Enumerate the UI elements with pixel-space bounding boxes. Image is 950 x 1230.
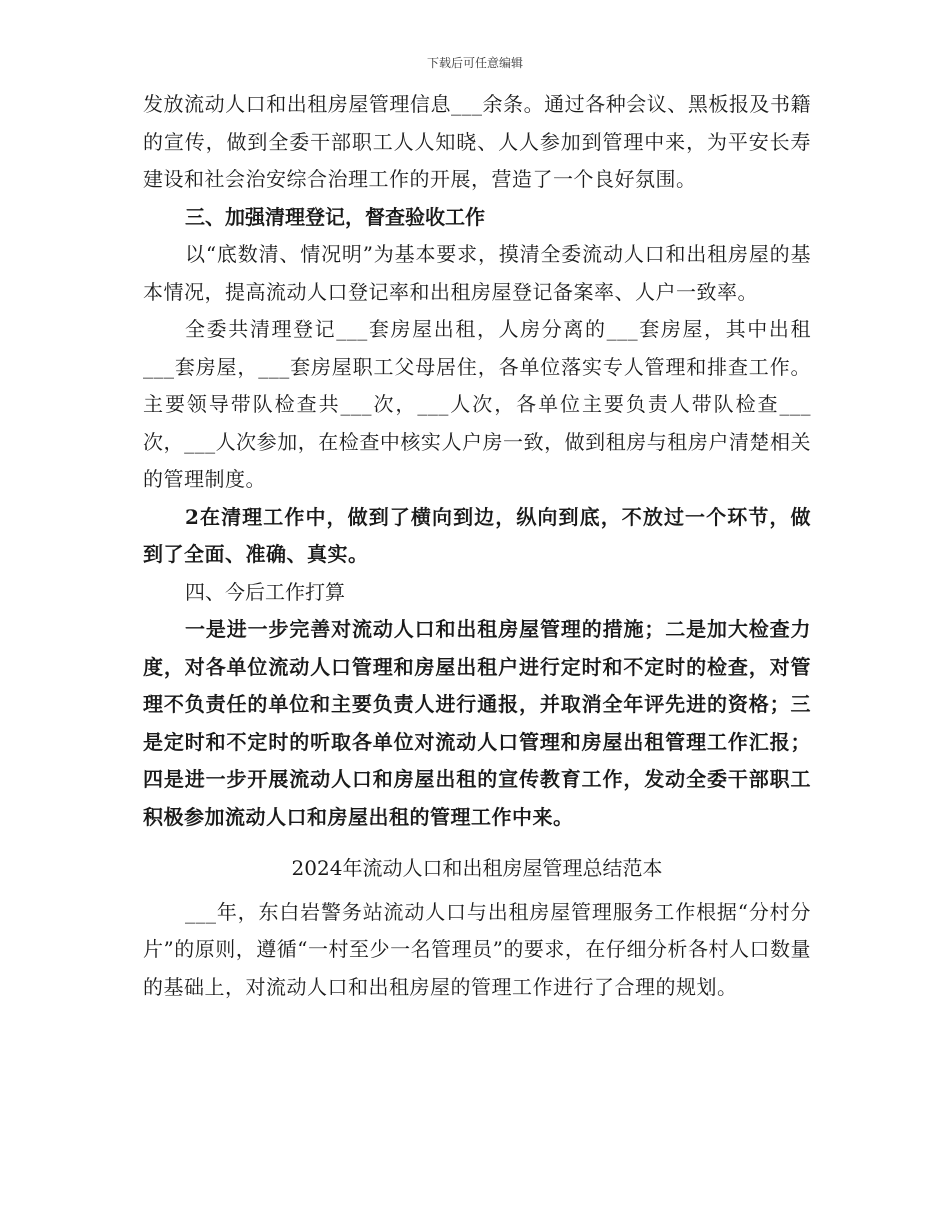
document-title: 2024年流动人口和出租房屋管理总结范本 <box>291 856 663 880</box>
page-header-note: 下载后可任意编辑 <box>426 56 523 70</box>
paragraph-requirements: 以“底数清、情况明”为基本要求，摸清全委流动人口和出租房屋的基本情况，提高流动人口登记率和出租房屋登记备案率、人户一致率。 <box>143 242 811 304</box>
paragraph-publicity: 发放流动人口和出租房屋管理信息___余条。通过各种会议、黑板报及书籍的宣传，做到全委干部职工人人知晓、人人参加到管理中来，为平安长寿建设和社会治安综合治理工作的开展，营造了一个良好氛围。 <box>143 92 811 191</box>
section-heading-4: 四、今后工作打算 <box>185 579 345 604</box>
section-heading-3: 三、加强清理登记，督查验收工作 <box>185 204 485 229</box>
paragraph-intro: ___年，东白岩警务站流动人口与出租房屋管理服务工作根据“分村分片”的原则，遵循“一村至少一名管理员”的要求，在仔细分析各村人口数量的基础上，对流动人口和出租房屋的管理工作进行了合理的规划。 <box>143 899 811 999</box>
paragraph-cleanup-principle: 2在清理工作中，做到了横向到边，纵向到底，不放过一个环节，做到了全面、准确、真实。 <box>143 504 811 566</box>
document-body <box>143 86 811 1006</box>
paragraph-registration-stats: 全委共清理登记___套房屋出租，人房分离的___套房屋，其中出租___套房屋，___套房屋职工父母居住，各单位落实专人管理和排查工作。主要领导带队检查共___次，___人次，各单位主要负责人带队检查___次，___人次参加，在检查中核实人户房一致，做到租房与租房户清楚相关的管理制度。 <box>143 317 811 491</box>
paragraph-future-plans: 一是进一步完善对流动人口和出租房屋管理的措施；二是加大检查力度，对各单位流动人口管理和房屋出租户进行定时和不定时的检查，对管理不负责任的单位和主要负责人进行通报，并取消全年评先进的资格；三是定时和不定时的听取各单位对流动人口管理和房屋出租管理工作汇报；四是进一步开展流动人口和房屋出租的宣传教育工作，发动全委干部职工积极参加流动人口和房屋出租的管理工作中来。 <box>143 617 811 829</box>
